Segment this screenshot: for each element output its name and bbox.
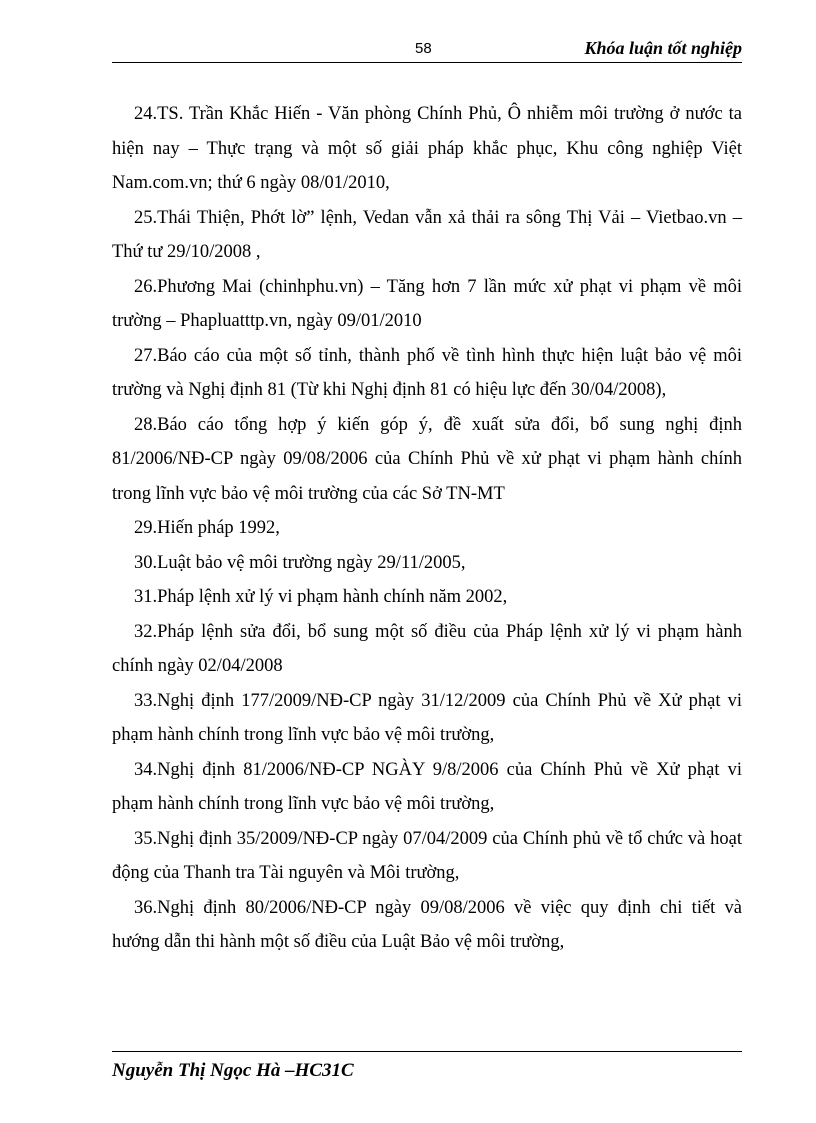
reference-text: TS. Trần Khắc Hiến - Văn phòng Chính Phủ, Ô nhiễm môi trường ở nước ta hiện nay – Thực trạng và một số giải pháp khắc phục, Khu công nghiệp Việt Nam.com.vn; thứ 6 ngày 08/01/2010, [112, 104, 742, 193]
reference-number: 24. [134, 104, 158, 124]
reference-text: Nghị định 80/2006/NĐ-CP ngày 09/08/2006 về việc quy định chi tiết và hướng dẫn thi hành một số điều của Luật Bảo vệ môi trường, [112, 897, 742, 952]
reference-item [112, 753, 742, 822]
reference-item [112, 511, 742, 546]
reference-item [112, 339, 742, 408]
header-divider [112, 62, 742, 63]
reference-item [112, 615, 742, 684]
reference-item [112, 408, 742, 512]
reference-number: 29. [134, 518, 158, 538]
reference-number: 31. [134, 587, 158, 607]
page-header [112, 38, 742, 62]
reference-number: 27. [134, 345, 158, 366]
reference-text: Pháp lệnh sửa đổi, bổ sung một số điều của Pháp lệnh xử lý vi phạm hành chính ngày 02/04/2008 [112, 621, 742, 676]
reference-text: Luật bảo vệ môi trường ngày 29/11/2005, [157, 552, 466, 573]
reference-text: Pháp lệnh xử lý vi phạm hành chính năm 2002, [157, 587, 508, 607]
reference-text: Thái Thiện, Phớt lờ” lệnh, Vedan vẫn xả thải ra sông Thị Vải – Vietbao.vn – Thứ tư 29/10/2008 , [112, 207, 742, 262]
reference-number: 30. [134, 552, 158, 573]
reference-number: 36. [134, 897, 158, 918]
reference-item [112, 580, 742, 615]
reference-number: 32. [134, 621, 158, 642]
footer-divider [112, 1051, 742, 1052]
reference-text: Nghị định 81/2006/NĐ-CP NGÀY 9/8/2006 của Chính Phủ về Xử phạt vi phạm hành chính trong lĩnh vực bảo vệ môi trường, [112, 759, 742, 814]
reference-number: 28. [134, 414, 158, 435]
reference-number: 26. [134, 276, 158, 297]
reference-number: 35. [134, 828, 158, 849]
reference-text: Phương Mai (chinhphu.vn) – Tăng hơn 7 lần mức xử phạt vi phạm về môi trường – Phapluatttp.vn, ngày 09/01/2010 [112, 276, 742, 331]
reference-list [112, 97, 742, 960]
page-number: 58 [415, 40, 432, 57]
reference-number: 34. [134, 759, 158, 780]
reference-text: Nghị định 177/2009/NĐ-CP ngày 31/12/2009 của Chính Phủ về Xử phạt vi phạm hành chính trong lĩnh vực bảo vệ môi trường, [112, 690, 742, 745]
reference-item [112, 270, 742, 339]
reference-item [112, 97, 742, 201]
reference-item [112, 201, 742, 270]
reference-item [112, 684, 742, 753]
footer-author: Nguyễn Thị Ngọc Hà –HC31C [112, 1060, 354, 1081]
header-title: Khóa luận tốt nghiệp [584, 38, 742, 58]
reference-text: Hiến pháp 1992, [157, 518, 280, 538]
reference-item [112, 546, 742, 581]
reference-item [112, 891, 742, 960]
reference-number: 33. [134, 690, 158, 711]
reference-text: Nghị định 35/2009/NĐ-CP ngày 07/04/2009 của Chính phủ về tổ chức và hoạt động của Thanh tra Tài nguyên và Môi trường, [112, 828, 742, 883]
reference-number: 25. [134, 207, 158, 228]
reference-text: Báo cáo tổng hợp ý kiến góp ý, đề xuất sửa đổi, bổ sung nghị định 81/2006/NĐ-CP ngày 09/08/2006 của Chính Phủ về xử phạt vi phạm hành chính trong lĩnh vực bảo vệ môi trường của các Sở TN-MT [112, 414, 742, 504]
reference-item [112, 822, 742, 891]
reference-text: Báo cáo của một số tỉnh, thành phố về tình hình thực hiện luật bảo vệ môi trường và Nghị định 81 (Từ khi Nghị định 81 có hiệu lực đến 30/04/2008), [112, 345, 742, 400]
